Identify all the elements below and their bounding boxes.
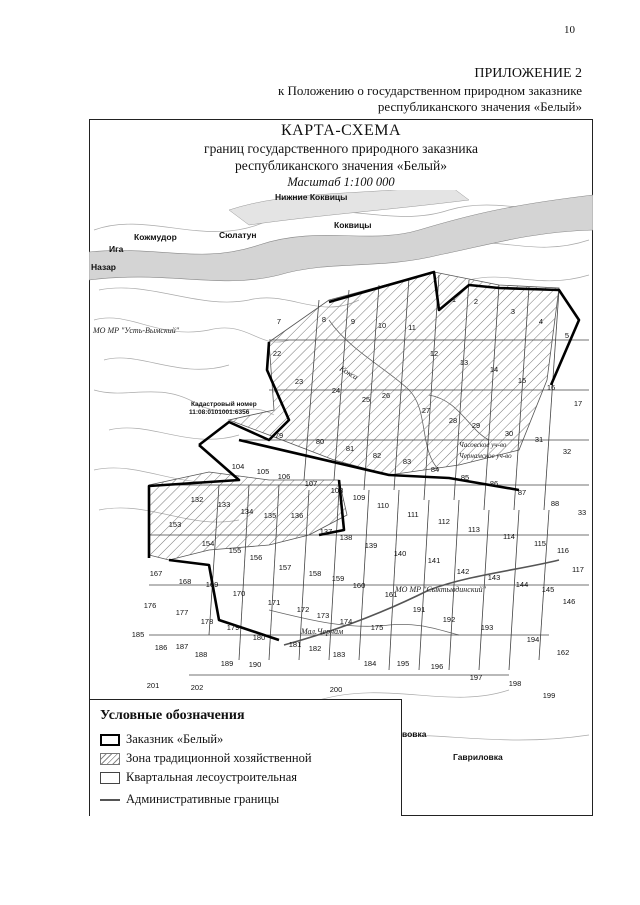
svg-text:194: 194 [526,635,540,644]
svg-text:172: 172 [296,605,310,614]
admin-swatch [100,799,120,801]
svg-text:2: 2 [473,297,479,306]
svg-text:195: 195 [396,659,410,668]
svg-text:33: 33 [577,508,587,517]
legend-reserve-label: Заказник «Белый» [126,732,224,746]
svg-text:177: 177 [175,608,189,617]
legend-admin-label: Административные границы [126,792,280,806]
label-kozhmudor: Кожмудор [134,232,177,242]
svg-text:110: 110 [377,501,389,510]
legend-item-zone [100,751,312,766]
svg-text:196: 196 [430,662,444,671]
svg-text:145: 145 [541,585,555,594]
svg-text:4: 4 [538,317,544,326]
label-ch-lesnichestvo: Часовское уч-во [459,441,507,449]
svg-text:106: 106 [277,472,291,481]
svg-text:182: 182 [308,644,322,653]
svg-text:174: 174 [339,617,353,626]
svg-text:175: 175 [370,623,384,632]
svg-text:139: 139 [364,541,378,550]
svg-text:25: 25 [361,395,371,404]
svg-text:198: 198 [508,679,522,688]
svg-text:135: 135 [263,511,277,520]
svg-text:188: 188 [194,650,208,659]
legend-item-reserve [100,732,223,747]
svg-text:189: 189 [220,659,234,668]
zone-swatch [100,753,120,765]
svg-text:171: 171 [267,598,281,607]
svg-text:136: 136 [290,511,304,520]
svg-text:87: 87 [517,488,527,497]
cadastral-number: 11:08:0101001:6356 [189,409,250,416]
svg-text:112: 112 [438,517,450,526]
svg-text:10: 10 [377,321,387,330]
svg-text:30: 30 [504,429,514,438]
svg-text:168: 168 [178,577,192,586]
svg-text:199: 199 [542,691,556,700]
page-number: 10 [564,24,575,36]
svg-text:7: 7 [276,317,282,326]
svg-text:23: 23 [294,377,304,386]
svg-text:185: 185 [131,630,145,639]
svg-text:178: 178 [200,617,214,626]
svg-text:1: 1 [451,295,457,304]
svg-text:29: 29 [471,421,481,430]
svg-text:140: 140 [393,549,407,558]
svg-text:138: 138 [339,533,353,542]
label-iga: Ига [109,244,124,254]
svg-text:17: 17 [573,399,583,408]
svg-text:133: 133 [217,500,231,509]
svg-text:84: 84 [430,465,440,474]
svg-text:15: 15 [517,376,527,385]
svg-text:173: 173 [316,611,330,620]
map-subtitle-1: границ государственного природного заказника [204,141,478,156]
svg-text:86: 86 [489,479,499,488]
svg-text:160: 160 [352,581,366,590]
svg-text:154: 154 [201,539,215,548]
svg-text:201: 201 [146,681,160,690]
svg-text:9: 9 [350,317,356,326]
appendix-title: ПРИЛОЖЕНИЕ 2 [474,66,582,81]
svg-text:170: 170 [232,589,246,598]
svg-text:161: 161 [384,590,398,599]
svg-text:146: 146 [562,597,576,606]
svg-text:109: 109 [352,493,366,502]
svg-text:155: 155 [228,546,242,555]
label-ust-vymsky: МО МР "Усть-Вымский" [93,326,180,335]
svg-text:28: 28 [448,416,458,425]
svg-text:162: 162 [556,648,570,657]
svg-text:27: 27 [421,406,431,415]
svg-text:14: 14 [489,365,499,374]
label-kokvitsy: Коквицы [334,220,372,230]
svg-text:181: 181 [288,640,302,649]
svg-text:179: 179 [226,623,240,632]
svg-text:156: 156 [249,553,263,562]
label-nizhnie-kokvitsy: Нижние Коквицы [275,192,348,202]
svg-text:158: 158 [308,569,322,578]
svg-text:11: 11 [408,323,416,332]
svg-text:192: 192 [442,615,456,624]
svg-text:169: 169 [205,580,219,589]
svg-text:180: 180 [252,633,266,642]
svg-text:80: 80 [315,437,325,446]
svg-text:143: 143 [487,573,501,582]
svg-text:111: 111 [407,510,419,519]
svg-text:137: 137 [319,527,333,536]
svg-text:113: 113 [468,525,480,534]
svg-text:31: 31 [534,435,544,444]
svg-text:81: 81 [345,444,355,453]
svg-text:8: 8 [321,315,327,324]
svg-text:12: 12 [429,349,439,358]
svg-text:176: 176 [143,601,157,610]
label-syulatun: Сюлатун [219,230,257,240]
svg-text:5: 5 [564,331,570,340]
legend-item-admin [100,792,279,807]
svg-text:159: 159 [331,574,345,583]
svg-text:183: 183 [332,650,346,659]
map-subtitle-2: республиканского значения «Белый» [235,158,447,173]
appendix-subtitle-1: к Положению о государственном природном заказнике [277,83,582,98]
svg-text:190: 190 [248,660,262,669]
legend-title: Условные обозначения [100,708,245,723]
svg-text:85: 85 [460,473,470,482]
svg-text:104: 104 [231,462,245,471]
svg-text:13: 13 [459,358,469,367]
label-nazar: Назар [91,262,117,272]
svg-text:107: 107 [304,479,318,488]
svg-text:26: 26 [381,391,391,400]
svg-text:115: 115 [534,539,546,548]
svg-text:88: 88 [550,499,560,508]
svg-text:142: 142 [456,567,470,576]
svg-text:83: 83 [402,457,412,466]
legend-zone-label: Зона традиционной хозяйственной [126,751,312,765]
svg-text:197: 197 [469,673,483,682]
label-syktyvdinsky: МО МР "Сыктывдинский" [395,585,486,594]
label-vovka: вовка [402,729,427,739]
svg-text:193: 193 [480,623,494,632]
svg-text:153: 153 [168,520,182,529]
svg-text:24: 24 [331,386,341,395]
svg-text:167: 167 [149,569,163,578]
svg-text:117: 117 [572,565,584,574]
svg-text:141: 141 [427,556,441,565]
svg-text:186: 186 [154,643,168,652]
svg-text:144: 144 [515,580,529,589]
svg-text:157: 157 [278,563,292,572]
svg-text:191: 191 [412,605,426,614]
map-title: КАРТА-СХЕМА [280,122,402,139]
svg-text:105: 105 [256,467,270,476]
svg-text:108: 108 [330,486,344,495]
cadastral-label: Кадастровый номер [191,401,257,408]
label-chernamskoe: Чернамское уч-во [459,452,512,460]
svg-text:200: 200 [329,685,343,694]
label-river-chernam: Мал.Чернам [301,627,344,636]
legend [90,699,402,816]
svg-text:3: 3 [510,307,516,316]
svg-text:184: 184 [363,659,377,668]
svg-text:82: 82 [372,451,382,460]
svg-text:116: 116 [557,546,569,555]
appendix-subtitle-2: республиканского значения «Белый» [377,99,582,114]
svg-text:114: 114 [503,532,515,541]
legend-quarter-label: Квартальная лесоустроительная [126,770,297,784]
svg-text:16: 16 [546,383,556,392]
traditional-use-zone [229,272,559,475]
svg-text:202: 202 [190,683,204,692]
svg-text:187: 187 [175,642,189,651]
map-scale: Масштаб 1:100 000 [287,175,395,189]
svg-text:32: 32 [562,447,572,456]
quarter-swatch [100,772,120,784]
reserve-swatch [100,734,120,746]
label-river-koksa: Кокса [338,363,360,382]
svg-text:79: 79 [274,431,284,440]
svg-text:134: 134 [240,507,254,516]
label-gavrilovka: Гавриловка [453,752,503,762]
svg-text:132: 132 [190,495,204,504]
svg-text:22: 22 [272,349,282,358]
legend-item-quarter [100,770,297,785]
